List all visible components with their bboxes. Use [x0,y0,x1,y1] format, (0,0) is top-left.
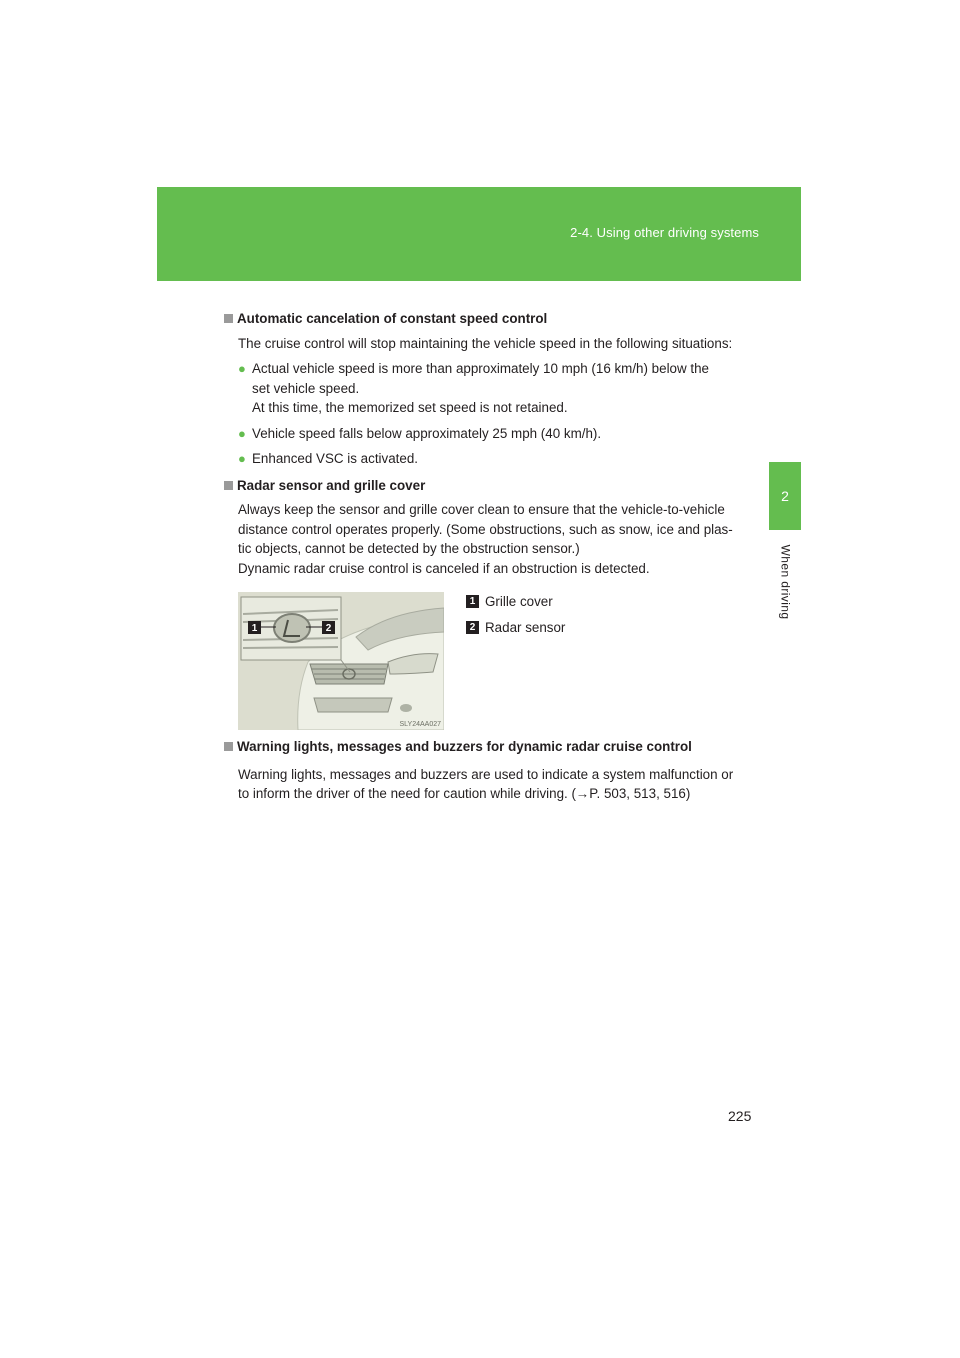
section-title: 2-4. Using other driving systems [570,225,759,240]
callout-grille-cover: 1 Grille cover [466,592,565,611]
page-number: 225 [728,1108,752,1124]
heading-square-icon [224,742,233,751]
chapter-tab [769,462,801,530]
callout-number: 1 [466,595,479,608]
car-front-image [238,592,444,730]
section-body: Always keep the sensor and grille cover clean to ensure that the vehicle-to-vehicle distance control operates properly. (Some obstructions, such as snow, ice and plas- tic objects, cannot be detected by the obstruction sensor.) Dynamic radar cruise control is canceled if an obstruction is detected. [238,502,733,576]
figure-callouts [466,592,565,644]
bullet-dot-icon: ● [238,451,246,466]
section-heading-auto-cancel: Automatic cancelation of constant speed control [224,309,764,329]
list-item: ● Actual vehicle speed is more than approximately 10 mph (16 km/h) below the set vehicle speed. At this time, the memorized set speed is not retained. [238,359,764,418]
list-item: ● Enhanced VSC is activated. [238,449,764,469]
section-body: Warning lights, messages and buzzers are used to indicate a system malfunction or to inform the driver of the need for caution while driving. (→P. 503, 513, 516) [238,766,734,801]
figure-marker-2: 2 [325,623,332,634]
figure-row [224,592,764,737]
heading-square-icon [224,314,233,323]
callout-radar-sensor: 2 Radar sensor [466,618,565,637]
header-band [157,187,801,281]
list-item: ● Vehicle speed falls below approximately 25 mph (40 km/h). [238,424,764,444]
section-heading-radar-sensor: Radar sensor and grille cover [224,476,764,496]
section-heading-warning-lights: Warning lights, messages and buzzers for dynamic radar cruise control [224,737,764,757]
car-front-illustration [238,592,444,730]
page-content [224,309,764,804]
figure-code: SLY24AA027 [399,721,441,728]
chapter-label: When driving [778,544,792,620]
chapter-side-label [758,540,812,624]
bullet-dot-icon: ● [238,425,246,441]
heading-square-icon [224,481,233,490]
chapter-number: 2 [781,488,789,504]
callout-number: 2 [466,621,479,634]
bullet-dot-icon: ● [238,361,246,376]
section-intro: The cruise control will stop maintaining the vehicle speed in the following situations: [238,335,733,351]
figure-marker-1: 1 [251,623,258,634]
